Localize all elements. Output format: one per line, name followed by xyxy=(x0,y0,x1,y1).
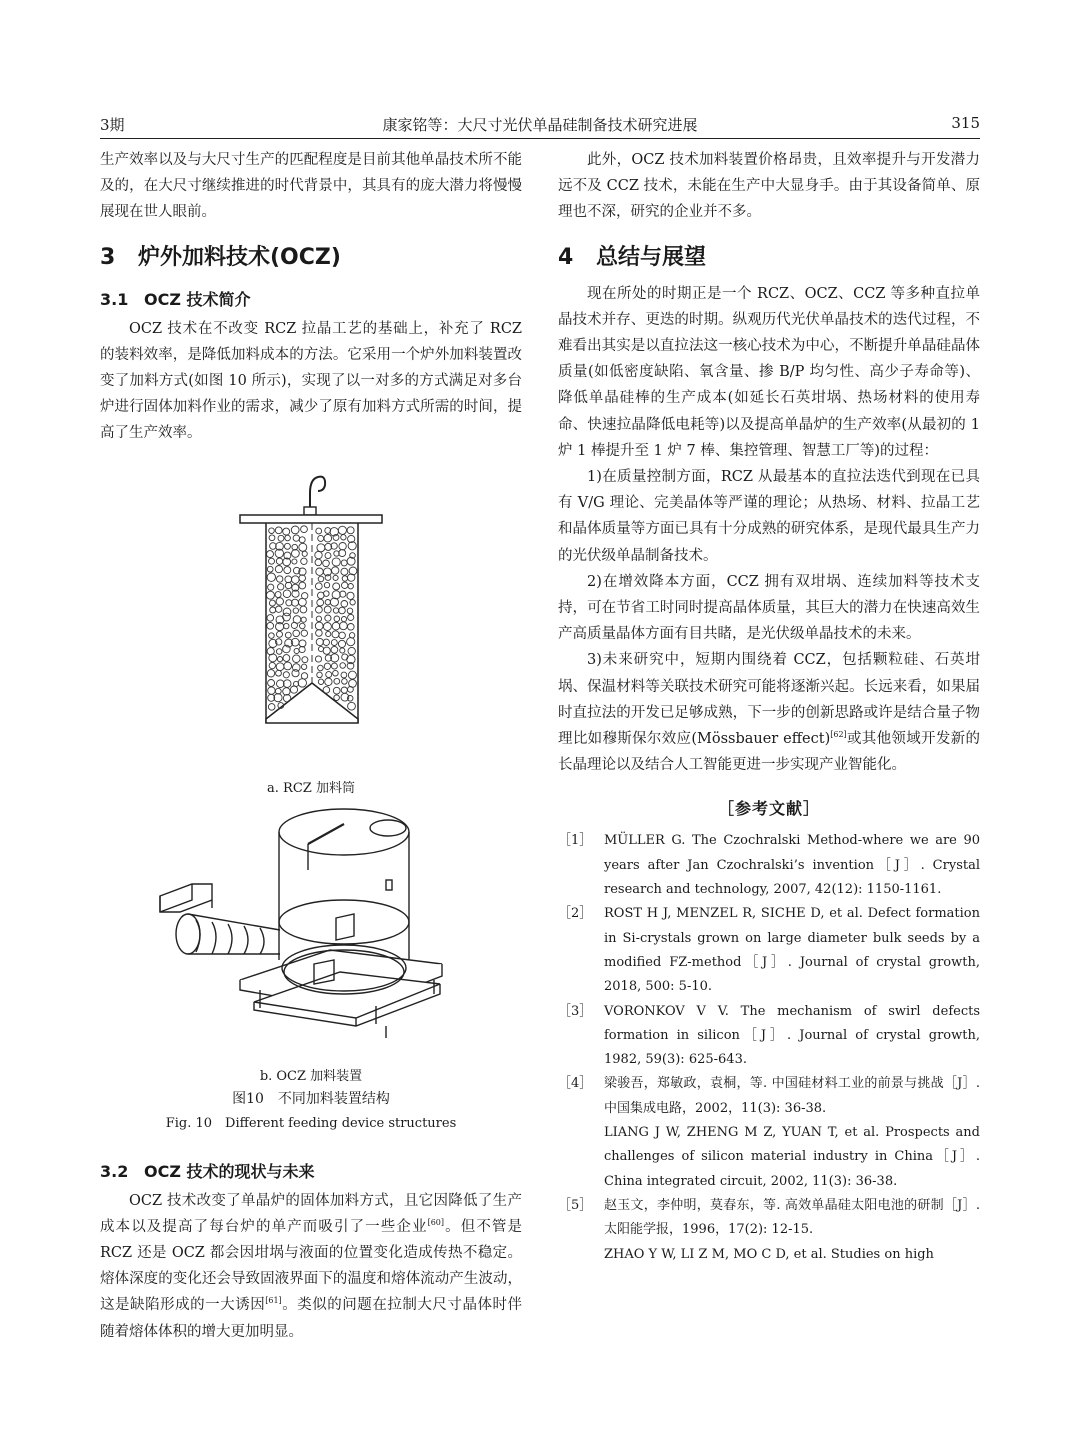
reference-item: ［1］ MÜLLER G. The Czochralski Method-where we are 90 years after Jan Czochralski’s invention［J］. Crystal research and technology, 2007, 42(12): 1150-1161. xyxy=(558,833,980,898)
summary-paragraph-4: 3)未来研究中，短期内围绕着 CCZ，包括颗粒硅、石英坩埚、保温材料等关联技术研究可能将逐渐兴起。长远来看，如果届时直拉法的开发已足够成熟，下一步的创新思路或许是结合量子物理比如穆斯保尔效应(Mössbauer effect)[62]或其他领域开发新的长晶理论以及结合人工智能更进一步实现产业智能化。 xyxy=(558,652,980,774)
section-3-1-heading: 3.1 OCZ 技术简介 xyxy=(100,289,251,309)
figure-10-title-cn: 图10 不同加料装置结构 xyxy=(232,1090,390,1107)
section-3-heading: 3 炉外加料技术(OCZ) xyxy=(100,244,341,270)
section-4-heading: 4 总结与展望 xyxy=(558,244,707,270)
running-title: 康家铭等：大尺寸光伏单晶硅制备技术研究进展 xyxy=(382,116,698,134)
figure-10-title-en: Fig. 10 Different feeding device structures xyxy=(165,1115,457,1131)
reference-list xyxy=(558,829,980,1266)
references-heading: ［参考文献］ xyxy=(717,799,820,819)
reference-item: ［3］ VORONKOV V V. The mechanism of swirl defects formation in silicon［J］. Journal of crystal growth, 1982, 59(3): 625-643. xyxy=(558,1003,980,1068)
reference-item: ［4］ 梁骏吾，郑敏政，袁桐，等. 中国硅材料工业的前景与挑战［J］. 中国集成电路，2002，11(3): 36-38. LIANG J W, ZHENG M Z, YUAN T, et al. Prospects and challenges of silicon material industry in China［J］. China integrated circuit, 2002, 11(3): 36-38. xyxy=(558,1076,980,1189)
right-column xyxy=(558,147,980,1267)
section-3-2-heading: 3.2 OCZ 技术的现状与未来 xyxy=(100,1161,315,1181)
page-number: 315 xyxy=(951,114,980,132)
reference-item: ［2］ ROST H J, MENZEL R, SICHE D, et al. Defect formation in Si-crystals grown on large diameter bulk seeds by a modified FZ-method［J］. Journal of crystal growth, 2018, 500: 5-10. xyxy=(558,906,980,995)
section-3-1-paragraph: OCZ 技术在不改变 RCZ 拉晶工艺的基础上，补充了 RCZ 的装料效率，是降低加料成本的方法。它采用一个炉外加料装置改变了加料方式(如图 10 所示)，实现了以一对多的方式满足对多台炉进行固体加料作业的需求，减少了原有加料方式所需的时间，提高了生产效率。 xyxy=(100,320,522,442)
figure-10b-caption: b. OCZ 加料装置 xyxy=(259,1068,363,1084)
ocz-closing-paragraph: 此外，OCZ 技术加料装置价格昂贵，且效率提升与开发潜力远不及 CCZ 技术，未能在生产中大显身手。由于其设备简单、原理也不深，研究的企业并不多。 xyxy=(558,152,980,221)
section-3-2-paragraph: OCZ 技术改变了单晶炉的固体加料方式，且它因降低了生产成本以及提高了每台炉的单产而吸引了一些企业[60]。但不管是 RCZ 还是 OCZ 都会因坩埚与液面的位置变化造成传热不稳定。熔体深度的变化还会导致固液界面下的温度和熔体流动产生波动，这是缺陷形成的一大诱因[61]。类似的问题在拉制大尺寸晶体时伴随着熔体体积的增大更加明显。 xyxy=(100,1192,523,1340)
citation-61: [61] xyxy=(265,1296,282,1306)
summary-paragraph-2: 1)在质量控制方面，RCZ 从最基本的直拉法迭代到现在已具有 V/G 理论、完美晶体等严谨的理论；从热场、材料、拉晶工艺和晶体质量等方面已具有十分成熟的研究体系，是现代最具生产力的光伏级单晶制备技术。 xyxy=(558,469,980,564)
ocz-feeding-device-diagram xyxy=(100,804,522,1059)
issue-number: 3期 xyxy=(100,116,125,134)
running-header xyxy=(100,112,980,139)
rcz-feeding-tube-diagram xyxy=(100,461,522,771)
reference-item: ［5］ 赵玉文，李仲明，莫春东，等. 高效单晶硅太阳电池的研制［J］. 太阳能学报，1996，17(2): 12-15. ZHAO Y W, LI Z M, MO C D, et al. Studies on high xyxy=(558,1197,980,1262)
citation-62: [62] xyxy=(830,730,847,740)
figure-10 xyxy=(100,461,522,1131)
figure-10a-caption: a. RCZ 加料筒 xyxy=(267,780,355,796)
left-column xyxy=(100,147,522,1345)
summary-paragraph-3: 2)在增效降本方面，CCZ 拥有双坩埚、连续加料等技术支持，可在节省工时同时提高晶体质量，其巨大的潜力在快速高效生产高质量晶体方面有目共睹，是光伏级单晶技术的未来。 xyxy=(558,573,980,643)
citation-60: [60] xyxy=(427,1218,445,1227)
summary-paragraph-1: 现在所处的时期正是一个 RCZ、OCZ、CCZ 等多种直拉单晶技术并存、更迭的时期。纵观历代光伏单晶技术的迭代过程，不难看出其实是以直拉法这一核心技术为中心，不断提升单晶硅晶体质量(如低密度缺陷、氧含量、掺 B/P 均匀性、高少子寿命等)、降低单晶硅棒的生产成本(如延长石英坩埚、热场材料的使用寿命、快速拉晶降低电耗等)以及提高单晶炉的生产效率(从最初的 1 炉 1 棒提升至 1 炉 7 棒、集控管理、智慧工厂等)的过程： xyxy=(558,285,980,459)
intro-paragraph: 生产效率以及与大尺寸生产的匹配程度是目前其他单晶技术所不能及的，在大尺寸继续推进的时代背景中，其具有的庞大潜力将慢慢展现在世人眼前。 xyxy=(100,152,522,221)
